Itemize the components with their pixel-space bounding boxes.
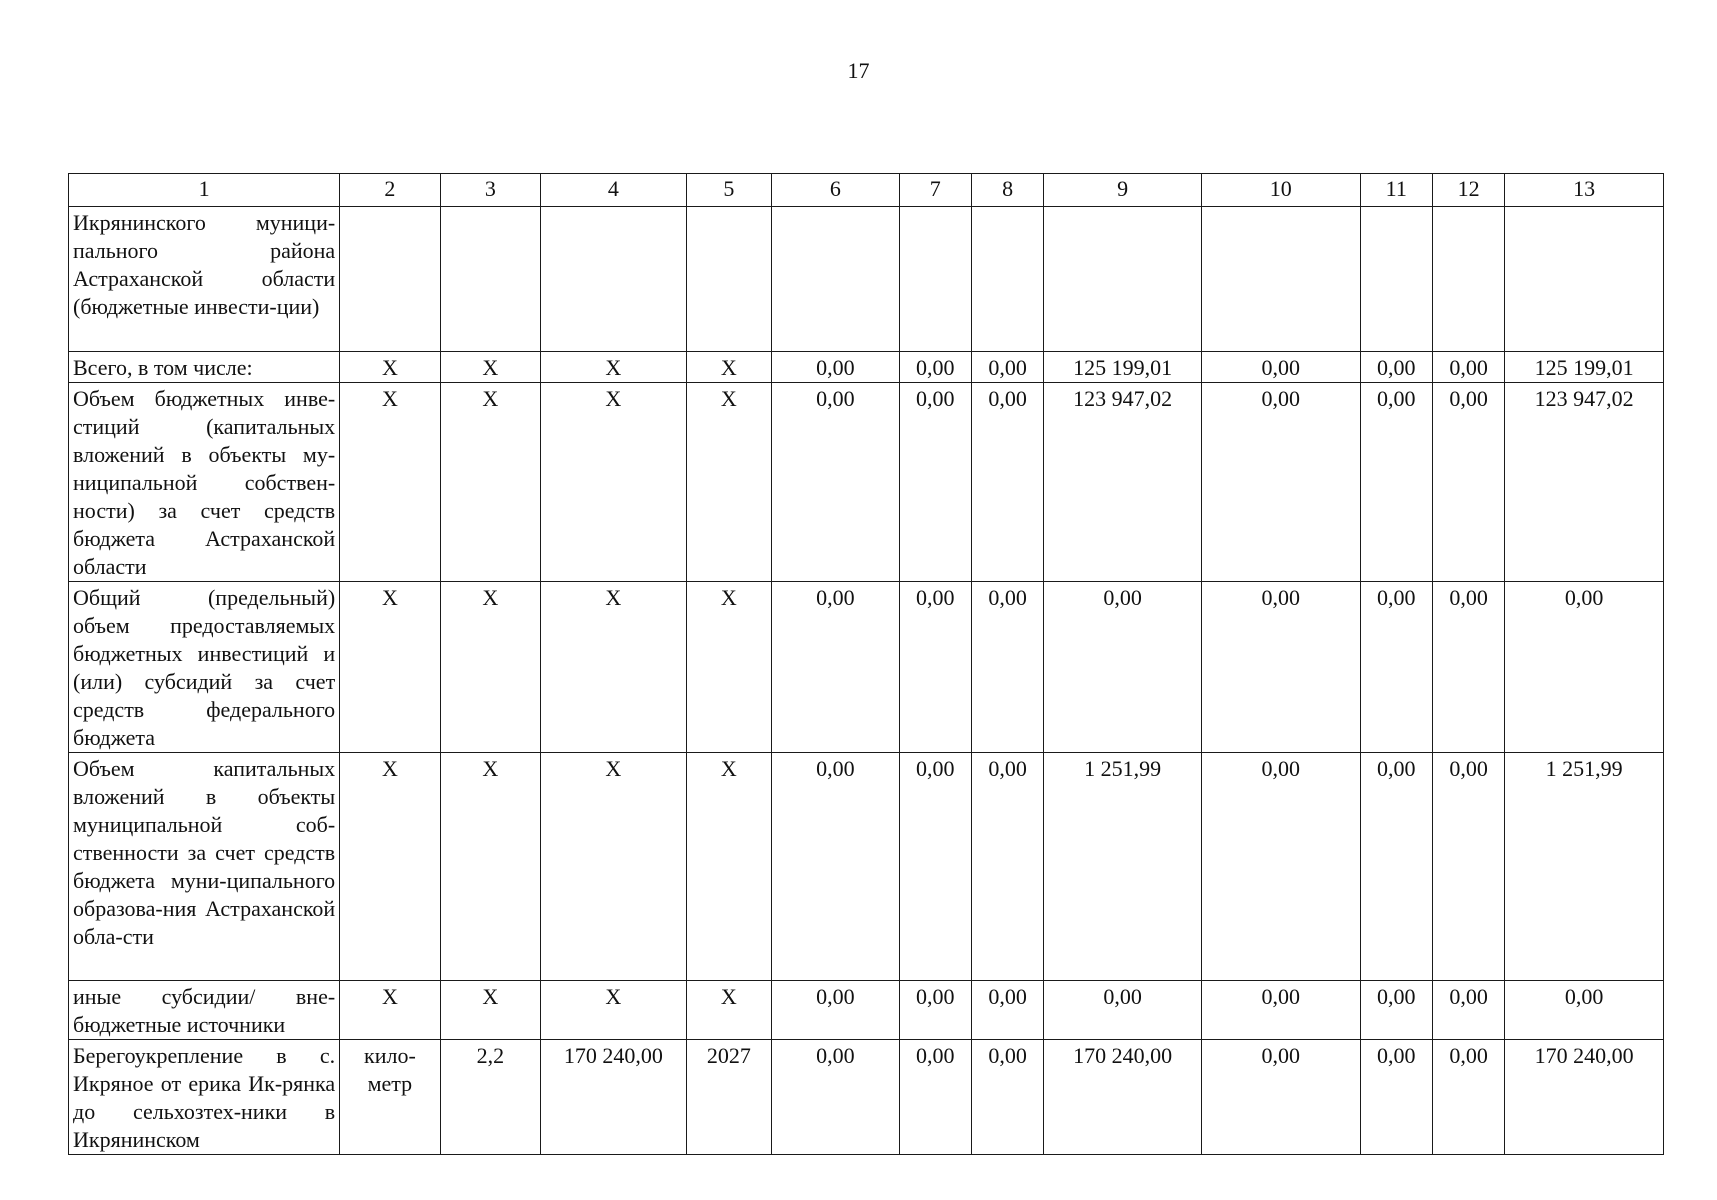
table-cell xyxy=(1505,207,1664,352)
table-cell: 0,00 xyxy=(1201,582,1360,753)
column-header: 13 xyxy=(1505,174,1664,207)
table-cell: 0,00 xyxy=(899,352,971,383)
table-cell: X xyxy=(686,981,771,1040)
table-cell: 0,00 xyxy=(1505,981,1664,1040)
table-cell: 0,00 xyxy=(971,1040,1043,1155)
table-row xyxy=(69,207,1664,352)
table-cell xyxy=(1044,207,1202,352)
table-cell: кило-метр xyxy=(340,1040,440,1155)
table-cell: 0,00 xyxy=(1201,753,1360,981)
table-cell: 0,00 xyxy=(899,582,971,753)
table-cell: X xyxy=(440,981,540,1040)
column-header: 10 xyxy=(1201,174,1360,207)
table-cell: 0,00 xyxy=(1432,753,1504,981)
table-cell: 1 251,99 xyxy=(1505,753,1664,981)
table-cell: 170 240,00 xyxy=(1044,1040,1202,1155)
table-row xyxy=(69,383,1664,582)
table-cell xyxy=(686,207,771,352)
table-cell: 0,00 xyxy=(899,1040,971,1155)
table-cell: 0,00 xyxy=(772,582,900,753)
budget-table xyxy=(68,173,1664,1155)
table-cell: 0,00 xyxy=(1201,1040,1360,1155)
table-cell: 0,00 xyxy=(1201,352,1360,383)
table-cell: 0,00 xyxy=(899,981,971,1040)
table-cell: 0,00 xyxy=(971,981,1043,1040)
column-header: 5 xyxy=(686,174,771,207)
table-cell: 0,00 xyxy=(772,352,900,383)
table-cell: X xyxy=(340,383,440,582)
row-description: Икрянинского муници-пального района Астраханской области (бюджетные инвести-ции) xyxy=(69,207,340,352)
table-cell xyxy=(1201,207,1360,352)
table-cell: X xyxy=(541,753,687,981)
table-cell: 0,00 xyxy=(1201,383,1360,582)
column-header: 8 xyxy=(971,174,1043,207)
table-cell xyxy=(340,207,440,352)
table-cell: 0,00 xyxy=(1360,1040,1432,1155)
table-cell: X xyxy=(340,352,440,383)
table-cell xyxy=(1360,207,1432,352)
table-cell: 2027 xyxy=(686,1040,771,1155)
table-row xyxy=(69,981,1664,1040)
column-header: 7 xyxy=(899,174,971,207)
table-cell: X xyxy=(541,981,687,1040)
table-cell: 1 251,99 xyxy=(1044,753,1202,981)
table-cell: 0,00 xyxy=(1360,352,1432,383)
table-cell: 0,00 xyxy=(1360,383,1432,582)
table-cell: 125 199,01 xyxy=(1505,352,1664,383)
table-cell: 0,00 xyxy=(1432,383,1504,582)
table-cell xyxy=(772,207,900,352)
row-description: иные субсидии/ вне-бюджетные источники xyxy=(69,981,340,1040)
table-cell: X xyxy=(340,753,440,981)
column-header: 4 xyxy=(541,174,687,207)
table-cell: X xyxy=(440,383,540,582)
table-cell: 0,00 xyxy=(971,383,1043,582)
table-cell xyxy=(541,207,687,352)
table-cell: X xyxy=(541,582,687,753)
table-cell: 0,00 xyxy=(1505,582,1664,753)
table-cell: X xyxy=(541,383,687,582)
table-cell: 0,00 xyxy=(1432,1040,1504,1155)
table-cell: 123 947,02 xyxy=(1044,383,1202,582)
table-cell: X xyxy=(541,352,687,383)
table-cell: 0,00 xyxy=(772,753,900,981)
table-cell: 0,00 xyxy=(1432,582,1504,753)
table-cell: 0,00 xyxy=(1044,981,1202,1040)
table-cell: X xyxy=(686,383,771,582)
table-cell: 0,00 xyxy=(1044,582,1202,753)
table-cell: 0,00 xyxy=(1432,981,1504,1040)
table-cell xyxy=(971,207,1043,352)
table-cell: 0,00 xyxy=(1201,981,1360,1040)
column-header: 1 xyxy=(69,174,340,207)
table-cell: X xyxy=(686,753,771,981)
table-row xyxy=(69,582,1664,753)
column-header: 11 xyxy=(1360,174,1432,207)
table-cell: 123 947,02 xyxy=(1505,383,1664,582)
row-description: Объем капитальных вложений в объекты муниципальной соб-ственности за счет средств бюджета муни-ципального образова-ния Астраханской обла-сти xyxy=(69,753,340,981)
table-cell: 0,00 xyxy=(899,383,971,582)
table-cell: X xyxy=(686,352,771,383)
table-cell: 0,00 xyxy=(1360,753,1432,981)
table-cell: X xyxy=(686,582,771,753)
column-header: 12 xyxy=(1432,174,1504,207)
page-number: 17 xyxy=(847,58,870,83)
table-cell: X xyxy=(440,352,540,383)
table-row xyxy=(69,1040,1664,1155)
column-header: 9 xyxy=(1044,174,1202,207)
table-cell: X xyxy=(440,582,540,753)
table-cell: X xyxy=(440,753,540,981)
column-header: 2 xyxy=(340,174,440,207)
column-number-row xyxy=(69,174,1664,207)
column-header: 3 xyxy=(440,174,540,207)
table-cell xyxy=(1432,207,1504,352)
row-description: Всего, в том числе: xyxy=(69,352,340,383)
table-cell: 0,00 xyxy=(971,582,1043,753)
table-cell: X xyxy=(340,582,440,753)
table-cell: 0,00 xyxy=(899,753,971,981)
row-description: Общий (предельный) объем предоставляемых бюджетных инвестиций и (или) субсидий за счет средств федерального бюджета xyxy=(69,582,340,753)
column-header: 6 xyxy=(772,174,900,207)
table-cell: X xyxy=(340,981,440,1040)
table-cell xyxy=(899,207,971,352)
row-description: Объем бюджетных инве-стиций (капитальных вложений в объекты му-ниципальной собствен-ности) за счет средств бюджета Астраханской области xyxy=(69,383,340,582)
row-description: Берегоукрепление в с. Икряное от ерика Ик-рянка до сельхозтех-ники в Икрянинском xyxy=(69,1040,340,1155)
table-cell xyxy=(440,207,540,352)
table-cell: 0,00 xyxy=(772,383,900,582)
table-cell: 0,00 xyxy=(971,753,1043,981)
table-cell: 2,2 xyxy=(440,1040,540,1155)
table-cell: 125 199,01 xyxy=(1044,352,1202,383)
table-row xyxy=(69,352,1664,383)
table-row xyxy=(69,753,1664,981)
table-cell: 170 240,00 xyxy=(1505,1040,1664,1155)
table-cell: 170 240,00 xyxy=(541,1040,687,1155)
table-cell: 0,00 xyxy=(772,1040,900,1155)
table-cell: 0,00 xyxy=(772,981,900,1040)
table-cell: 0,00 xyxy=(1360,981,1432,1040)
table-cell: 0,00 xyxy=(1432,352,1504,383)
table-cell: 0,00 xyxy=(971,352,1043,383)
table-cell: 0,00 xyxy=(1360,582,1432,753)
